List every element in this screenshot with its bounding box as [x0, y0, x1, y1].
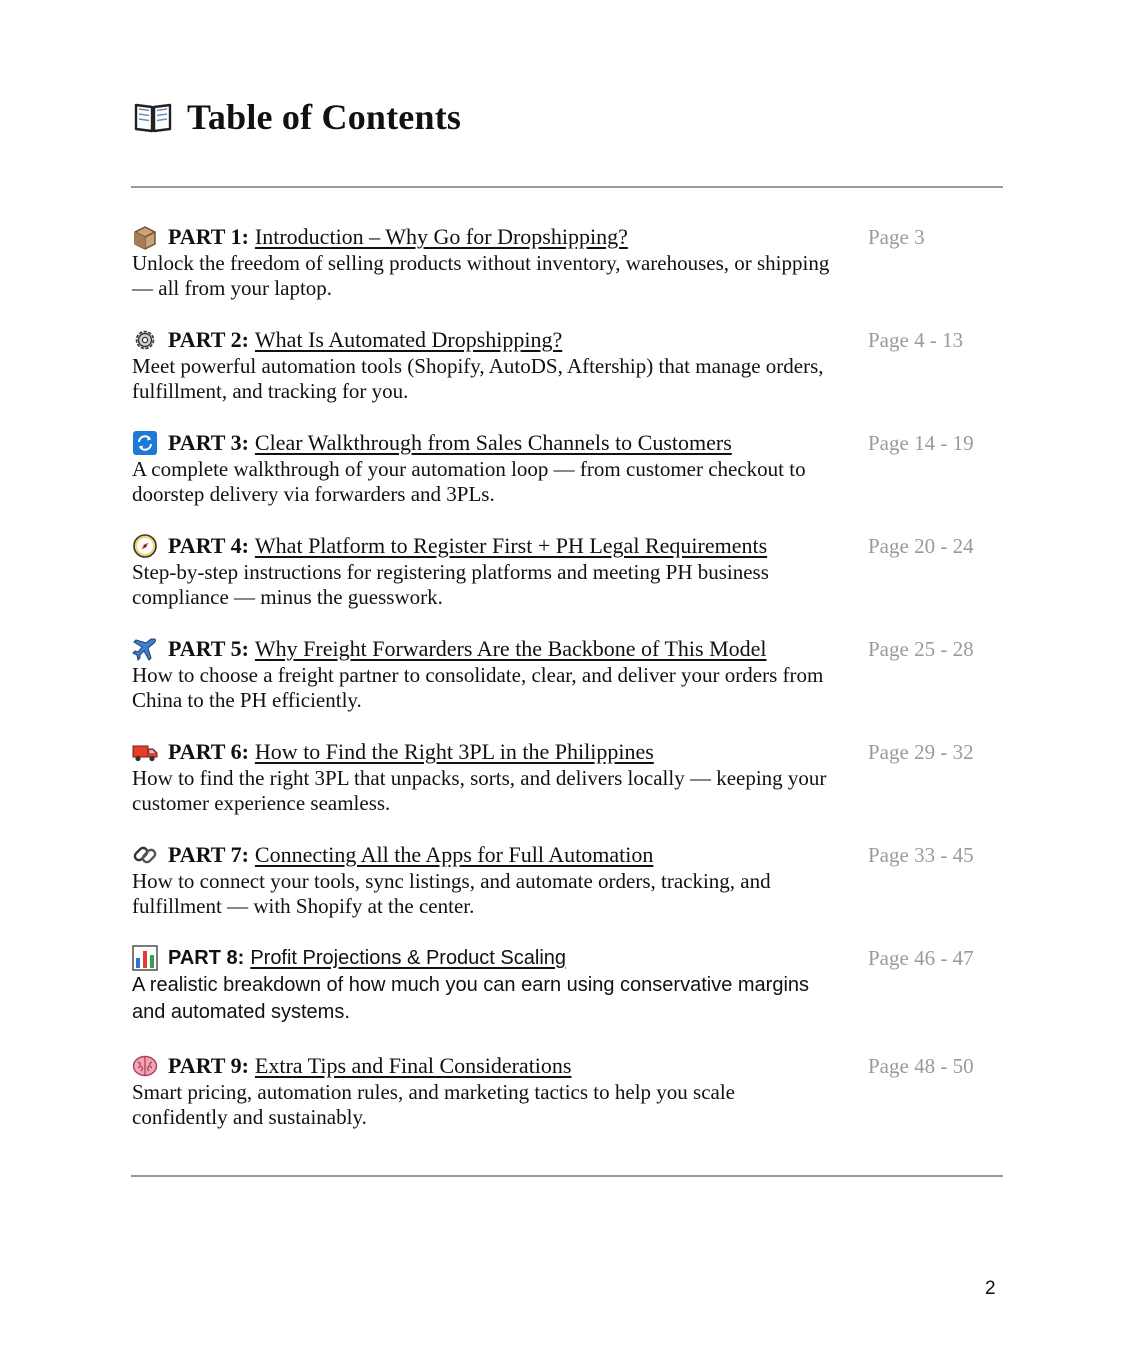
part-label: PART 5: — [168, 636, 249, 661]
gear-icon — [132, 327, 160, 353]
page-range: Page 29 - 32 — [868, 740, 974, 764]
page-range: Page 46 - 47 — [868, 946, 974, 970]
part-1-title-link[interactable]: Introduction – Why Go for Dropshipping? — [254, 224, 628, 249]
page-title-text: Table of Contents — [187, 97, 462, 137]
page-range: Page 33 - 45 — [868, 843, 974, 867]
part-5-title-link[interactable]: Why Freight Forwarders Are the Backbone of This Model — [254, 636, 767, 661]
part-8-title-link[interactable]: Profit Projections & Product Scaling — [250, 946, 567, 969]
part-9-title-link[interactable]: Extra Tips and Final Considerations — [254, 1053, 572, 1078]
part-label: PART 1: — [168, 224, 249, 249]
page-range: Page 14 - 19 — [868, 431, 974, 455]
part-3-title-link[interactable]: Clear Walkthrough from Sales Channels to Customers — [254, 430, 732, 455]
part-label: PART 2: — [168, 327, 249, 352]
toc-entry-part-3 — [132, 430, 992, 507]
part-label: PART 6: — [168, 739, 249, 764]
package-icon — [132, 224, 160, 250]
toc-entry-part-2 — [132, 327, 992, 404]
page-number: 2 — [985, 1278, 996, 1299]
entry-description: How to connect your tools, sync listings, and automate orders, tracking, and fulfillment — with Shopify at the center. — [132, 869, 771, 918]
toc-entry-part-5 — [132, 636, 992, 713]
part-2-title-link[interactable]: What Is Automated Dropshipping? — [254, 327, 563, 352]
part-6-title-link[interactable]: How to Find the Right 3PL in the Philippines — [254, 739, 654, 764]
page-range: Page 48 - 50 — [868, 1054, 974, 1078]
part-4-title-link[interactable]: What Platform to Register First + PH Legal Requirements — [254, 533, 768, 558]
toc-entry-part-7 — [132, 842, 992, 919]
entry-description: A realistic breakdown of how much you can earn using conservative margins and automated systems. — [132, 974, 810, 1023]
part-label: PART 3: — [168, 430, 249, 455]
toc-entry-part-8 — [132, 945, 992, 1026]
open-book-icon — [133, 100, 173, 134]
page-range: Page 3 — [868, 225, 925, 249]
toc-entry-part-4 — [132, 533, 992, 610]
entry-description: How to find the right 3PL that unpacks, sorts, and delivers locally — keeping your customer experience seamless. — [132, 766, 827, 815]
top-divider — [131, 186, 1003, 188]
toc-entry-part-6 — [132, 739, 992, 816]
entry-description: How to choose a freight partner to consolidate, clear, and deliver your orders from China to the PH efficiently. — [132, 663, 824, 712]
part-label: PART 8: — [168, 946, 245, 969]
brain-icon — [132, 1053, 160, 1079]
truck-icon — [132, 739, 160, 765]
toc-entry-part-1 — [132, 224, 992, 301]
part-label: PART 7: — [168, 842, 249, 867]
part-label: PART 4: — [168, 533, 249, 558]
page-range: Page 4 - 13 — [868, 328, 964, 352]
entry-description: Unlock the freedom of selling products without inventory, warehouses, or shipping — all from your laptop. — [132, 251, 830, 300]
entry-description: Step-by-step instructions for registering platforms and meeting PH business compliance — minus the guesswork. — [132, 560, 769, 609]
page-title — [133, 96, 461, 138]
bottom-divider — [131, 1175, 1003, 1177]
page-range: Page 25 - 28 — [868, 637, 974, 661]
part-label: PART 9: — [168, 1053, 249, 1078]
entry-description: A complete walkthrough of your automation loop — from customer checkout to doorstep delivery via forwarders and 3PLs. — [132, 457, 806, 506]
page-range: Page 20 - 24 — [868, 534, 974, 558]
link-icon — [132, 842, 160, 868]
compass-icon — [132, 533, 160, 559]
entry-description: Smart pricing, automation rules, and marketing tactics to help you scale confidently and sustainably. — [132, 1080, 736, 1129]
refresh-icon — [132, 430, 160, 456]
entry-description: Meet powerful automation tools (Shopify, AutoDS, Aftership) that manage orders, fulfillment, and tracking for you. — [132, 354, 824, 403]
bar-chart-icon — [132, 945, 160, 971]
airplane-icon — [132, 636, 160, 662]
part-7-title-link[interactable]: Connecting All the Apps for Full Automation — [254, 842, 654, 867]
toc-entry-part-9 — [132, 1053, 992, 1130]
